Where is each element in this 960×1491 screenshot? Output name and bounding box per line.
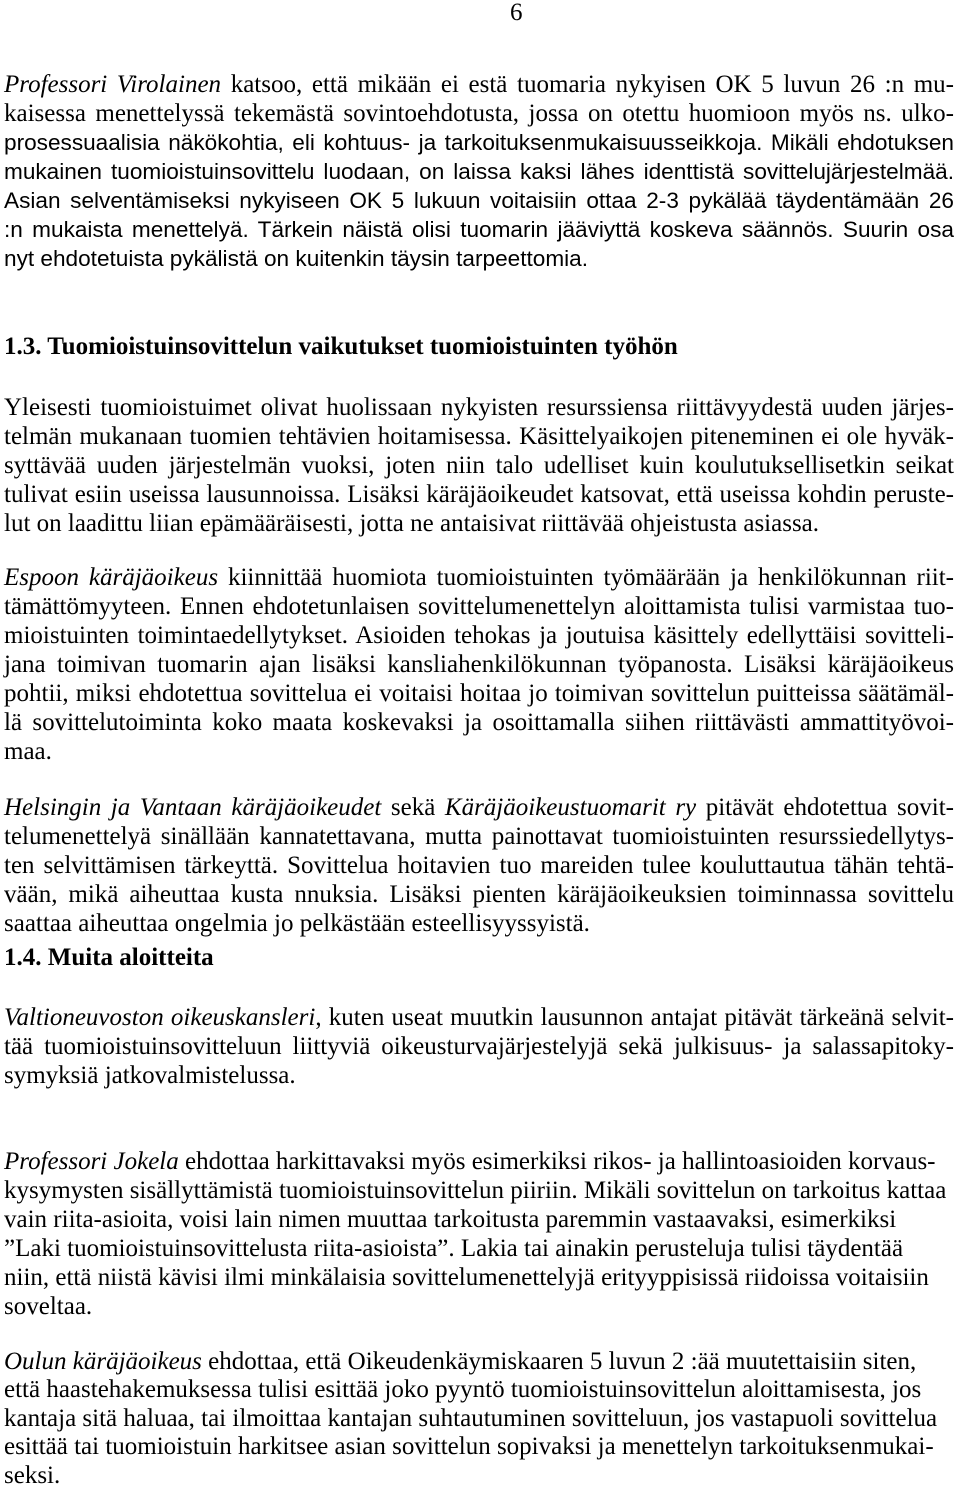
text-line: niin, että niistä kävisi ilmi minkälaisia sovittelumenettelyjä erityyppisissä riidoissa voitaisiin [4, 1264, 929, 1291]
text-line [4, 1147, 954, 1176]
text-line: seksi. [4, 1461, 61, 1489]
text-line: syttävää uuden järjestelmän vuoksi, joten niin talo udelliset kuin koulutuksellisetkin seikat [4, 452, 954, 479]
italic-text-segment: Professori Jokela [4, 1148, 179, 1175]
text-line: saattaa aiheuttaa ongelmia jo pelkästään esteellisyyssyistä. [4, 910, 590, 937]
text-line: lut on laadittu liian epämääräisesti, jotta ne antaisivat riittävää ohjeistusta asiassa. [4, 510, 820, 537]
italic-text-segment: Käräjäoikeustuomarit ry [444, 794, 697, 821]
text-line: telumenettelyä sinällään kannatettavana, mutta painottavat tuomioistuinten resurssiedellytys- [4, 823, 954, 850]
italic-text-segment: Valtioneuvoston oikeuskansleri [4, 1004, 316, 1031]
text-segment: ehdottaa harkittavaksi myös esimerkiksi rikos- ja hallintoasioiden korvaus- [178, 1148, 936, 1175]
text-line [4, 793, 954, 822]
text-line: Asian selventämiseksi nykyiseen OK 5 lukuun voitaisiin ottaa 2-3 pykälää täydentämään 26 [4, 188, 954, 213]
text-line: lä sovittelutoiminta koko maata koskevaksi ja osoittamalla siihen riittävästi ammattityövoi- [4, 709, 954, 736]
text-line: symyksiä jatkovalmistelussa. [4, 1062, 296, 1089]
text-line: vain riita-asioita, voisi lain nimen muuttaa tarkoitusta paremmin vastaavaksi, esimerkiksi [4, 1206, 897, 1233]
text-line [4, 70, 954, 99]
text-line: prosessuaalisia näkökohtia, eli kohtuus- ja tarkoituksenmukaisuusseikkoja. Mikäli ehdotuksen [4, 130, 954, 155]
text-line: pohtii, miksi ehdotettua sovittelua ei voitaisi hoitaa jo toimivan sovittelun puitteissa säätämäl- [4, 680, 954, 707]
text-line: kaisessa menettelyssä tekemästä sovintoehdotusta, jossa on otettu huomioon myös ns. ulko- [4, 100, 954, 127]
text-line: kysymysten sisällyttämistä tuomioistuinsovittelun piiriin. Mikäli sovittelun on tarkoitus kattaa [4, 1177, 947, 1204]
text-line: esittää tai tuomioistuin harkitsee asian sovittelun sopivaksi ja menettelyn tarkoituksenmukai- [4, 1433, 934, 1461]
text-line: mukainen tuomioistuinsovittelu luodaan, on laissa kaksi lähes identtistä sovittelujärjestelmää. [4, 159, 954, 184]
paragraph-oikeuskansleri [4, 1003, 954, 1090]
text-line: tulivat esiin useissa lausunnoissa. Lisäksi käräjäoikeudet katsovat, että useissa kohdin peruste- [4, 481, 954, 508]
paragraph-oulu [4, 1348, 954, 1490]
text-line: vään, mikä aiheuttaa kusta nnuksia. Lisäksi pienten käräjäoikeuksien toiminnassa sovittelu [4, 881, 954, 908]
paragraph-virolainen [4, 70, 954, 273]
text-line: soveltaa. [4, 1293, 93, 1320]
text-line: :n mukaista menettelyä. Tärkein näistä olisi tuomarin jääviyttä koskeva säännös. Suurin osa [4, 217, 954, 242]
text-line [4, 1003, 954, 1032]
paragraph-espoo [4, 563, 954, 766]
text-line: maa. [4, 738, 52, 765]
text-line: tämättömyyteen. Ennen ehdotetunlaisen sovittelumenettelyn aloittamista tulisi varmistaa tuo- [4, 593, 954, 620]
text-line [4, 563, 954, 592]
text-line: ten selvittämisen tärkeyttä. Sovittelua hoitavien tuo mareiden tulee kouluttautua tähän tehtä- [4, 852, 954, 879]
text-segment: pitävät ehdotettua sovit- [696, 794, 955, 821]
paragraph-jokela [4, 1147, 954, 1321]
text-line: kantaja sitä haluaa, tai ilmoittaa kantajan suhtautuminen sovitteluun, jos vastapuoli sovittelua [4, 1404, 938, 1432]
italic-text-segment: Helsingin ja Vantaan käräjäoikeudet [4, 794, 382, 821]
italic-text-segment: Espoon käräjäoikeus [4, 564, 219, 591]
section-heading-1-3: 1.3. Tuomioistuinsovittelun vaikutukset tuomioistuinten työhön [4, 333, 678, 360]
page-number: 6 [510, 0, 523, 26]
text-line [4, 1348, 954, 1376]
text-segment: sekä [381, 794, 445, 821]
text-line: telmän mukanaan tuomien tehtävien hoitamisessa. Käsittelyaikojen piteneminen ei ole hyväk- [4, 423, 954, 450]
text-line: jana toimivan tuomarin ajan lisäksi kansliahenkilökunnan työpanosta. Lisäksi käräjäoikeus [4, 651, 954, 678]
text-segment: , kuten useat muutkin lausunnon antajat pitävät tärkeänä selvit- [315, 1004, 954, 1031]
text-segment: ehdottaa, että Oikeudenkäymiskaaren 5 luvun 2 :ää muutettaisiin siten, [201, 1348, 917, 1375]
text-line: tää tuomioistuinsovitteluun liittyviä oikeusturvajärjestelyjä sekä julkisuus- ja salassapitoky- [4, 1033, 954, 1060]
text-line: mioistuinten toimintaedellytykset. Asioiden tehokas ja joutuisa käsittely edellyttäisi sovitteli- [4, 622, 954, 649]
section-heading-1-4: 1.4. Muita aloitteita [4, 944, 214, 971]
italic-text-segment: Professori Virolainen [4, 71, 222, 98]
text-line: että haastehakemuksessa tulisi esittää joko pyyntö tuomioistuinsovittelun aloittamisesta, jos [4, 1376, 922, 1404]
text-segment: kiinnittää huomiota tuomioistuinten työmäärään ja henkilökunnan riit- [218, 564, 954, 591]
paragraph-yleisesti [4, 393, 954, 538]
text-segment: katsoo, että mikään ei estä tuomaria nykyisen OK 5 luvun 26 :n mu- [221, 71, 955, 98]
text-line: nyt ehdotetuista pykälistä on kuitenkin täysin tarpeettomia. [4, 246, 589, 271]
text-line: ”Laki tuomioistuinsovittelusta riita-asioista”. Lakia tai ainakin perusteluja tulisi täydentää [4, 1235, 904, 1262]
paragraph-helsinki-vantaa [4, 793, 954, 938]
text-line: Yleisesti tuomioistuimet olivat huolissaan nykyisten resurssiensa riittävyydestä uuden järjes- [4, 394, 954, 421]
italic-text-segment: Oulun käräjäoikeus [4, 1348, 202, 1375]
